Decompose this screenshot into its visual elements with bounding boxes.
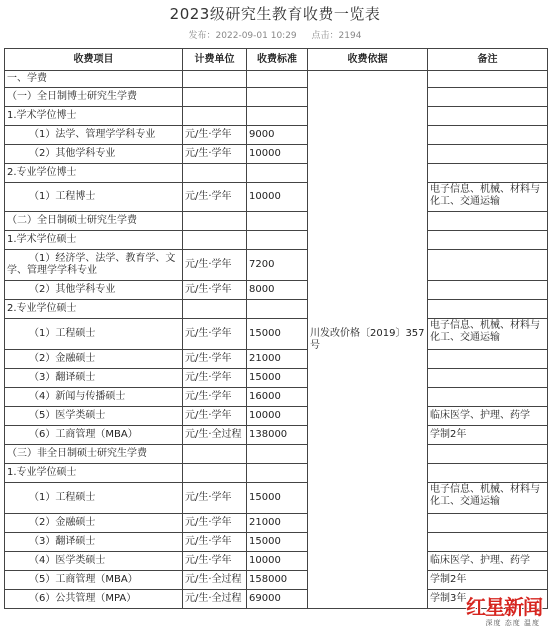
fee-amount: 10000 [247, 407, 308, 426]
fee-unit: 元/生·学年 [183, 407, 247, 426]
fee-amount: 8000 [247, 281, 308, 300]
fee-note [428, 250, 548, 281]
table-row [5, 483, 548, 514]
fee-amount: 10000 [247, 183, 308, 212]
fee-unit: 元/生·学年 [183, 514, 247, 533]
fee-note [428, 71, 548, 88]
fee-unit [183, 464, 247, 483]
table-row [5, 231, 548, 250]
fee-item: （1）工程硕士 [5, 483, 183, 514]
table-row [5, 319, 548, 350]
fee-unit: 元/生·学年 [183, 369, 247, 388]
fee-unit [183, 231, 247, 250]
fee-item: （2）金融硕士 [5, 514, 183, 533]
header-basis: 收费依据 [308, 49, 428, 71]
table-row [5, 445, 548, 464]
fee-note: 临床医学、护理、药学 [428, 407, 548, 426]
fee-amount: 9000 [247, 126, 308, 145]
fee-unit [183, 164, 247, 183]
fee-item: （1）法学、管理学学科专业 [5, 126, 183, 145]
view-count: 点击：2194 [311, 31, 362, 41]
table-row [5, 212, 548, 231]
fee-amount: 158000 [247, 571, 308, 590]
fee-item: （1）工程硕士 [5, 319, 183, 350]
table-body [5, 71, 548, 609]
fee-unit: 元/生·学年 [183, 319, 247, 350]
fee-unit [183, 88, 247, 107]
fee-unit [183, 71, 247, 88]
fee-table [4, 48, 548, 609]
fee-item: （1）工程博士 [5, 183, 183, 212]
fee-amount: 69000 [247, 590, 308, 609]
fee-note [428, 231, 548, 250]
fee-note [428, 464, 548, 483]
fee-amount: 7200 [247, 250, 308, 281]
fee-note [428, 300, 548, 319]
publish-date: 发布：2022-09-01 10:29 [188, 31, 297, 41]
fee-amount: 10000 [247, 552, 308, 571]
fee-note: 学制3年 [428, 590, 548, 609]
fee-amount: 21000 [247, 514, 308, 533]
fee-amount [247, 164, 308, 183]
fee-unit: 元/生·学年 [183, 281, 247, 300]
watermark [446, 591, 542, 631]
table-row [5, 571, 548, 590]
fee-unit: 元/生·学年 [183, 145, 247, 164]
fee-amount: 15000 [247, 483, 308, 514]
fee-unit: 元/生·学年 [183, 533, 247, 552]
table-row [5, 533, 548, 552]
fee-item: （4）医学类硕士 [5, 552, 183, 571]
fee-item: （2）其他学科专业 [5, 145, 183, 164]
table-row [5, 300, 548, 319]
fee-note [428, 107, 548, 126]
header-note: 备注 [428, 49, 548, 71]
fee-item: （4）新闻与传播硕士 [5, 388, 183, 407]
header-unit: 计费单位 [183, 49, 247, 71]
fee-note: 电子信息、机械、材料与化工、交通运输 [428, 183, 548, 212]
fee-item: （2）其他学科专业 [5, 281, 183, 300]
fee-amount: 15000 [247, 533, 308, 552]
fee-note: 电子信息、机械、材料与化工、交通运输 [428, 319, 548, 350]
table-row [5, 407, 548, 426]
table-row [5, 145, 548, 164]
fee-item: 2.专业学位博士 [5, 164, 183, 183]
fee-item: （2）金融硕士 [5, 350, 183, 369]
fee-note: 电子信息、机械、材料与化工、交通运输 [428, 483, 548, 514]
fee-item: 1.学术学位硕士 [5, 231, 183, 250]
fee-amount [247, 300, 308, 319]
table-row [5, 464, 548, 483]
watermark-slogan: 深度 态度 温度 [485, 619, 540, 627]
article-meta [0, 28, 550, 41]
fee-unit: 元/生·学年 [183, 126, 247, 145]
table-row [5, 388, 548, 407]
fee-amount [247, 88, 308, 107]
fee-note [428, 212, 548, 231]
fee-unit [183, 300, 247, 319]
watermark-logo: 红星新闻 [466, 595, 542, 619]
fee-amount: 21000 [247, 350, 308, 369]
header-fee: 收费标准 [247, 49, 308, 71]
fee-note [428, 126, 548, 145]
fee-basis: 川发改价格〔2019〕357号 [308, 71, 428, 609]
table-row [5, 71, 548, 88]
fee-item: 2.专业学位硕士 [5, 300, 183, 319]
fee-amount [247, 445, 308, 464]
fee-unit: 元/生·学年 [183, 388, 247, 407]
fee-item: （三）非全日制硕士研究生学费 [5, 445, 183, 464]
fee-note: 临床医学、护理、药学 [428, 552, 548, 571]
fee-note: 学制2年 [428, 426, 548, 445]
header-item: 收费项目 [5, 49, 183, 71]
table-header-row [5, 49, 548, 71]
fee-note: 学制2年 [428, 571, 548, 590]
fee-amount [247, 71, 308, 88]
fee-unit: 元/生·学年 [183, 350, 247, 369]
table-row [5, 164, 548, 183]
fee-unit: 元/生·学年 [183, 183, 247, 212]
fee-item: 一、学费 [5, 71, 183, 88]
fee-item: 1.学术学位博士 [5, 107, 183, 126]
table-row [5, 426, 548, 445]
fee-note [428, 388, 548, 407]
fee-unit: 元/生·学年 [183, 552, 247, 571]
fee-amount [247, 212, 308, 231]
table-row [5, 107, 548, 126]
fee-amount [247, 231, 308, 250]
fee-note [428, 164, 548, 183]
fee-note [428, 369, 548, 388]
fee-item: （6）工商管理（MBA） [5, 426, 183, 445]
fee-item: 1.专业学位硕士 [5, 464, 183, 483]
fee-amount: 10000 [247, 145, 308, 164]
fee-amount: 138000 [247, 426, 308, 445]
table-row [5, 281, 548, 300]
fee-unit: 元/生·全过程 [183, 571, 247, 590]
fee-unit [183, 107, 247, 126]
fee-note [428, 350, 548, 369]
table-row [5, 126, 548, 145]
fee-amount [247, 107, 308, 126]
table-row [5, 552, 548, 571]
fee-unit [183, 445, 247, 464]
fee-note [428, 88, 548, 107]
fee-item: （3）翻译硕士 [5, 533, 183, 552]
fee-unit [183, 212, 247, 231]
fee-item: （5）医学类硕士 [5, 407, 183, 426]
table-row [5, 350, 548, 369]
fee-item: （5）工商管理（MBA） [5, 571, 183, 590]
table-row [5, 183, 548, 212]
table-row [5, 369, 548, 388]
fee-note [428, 445, 548, 464]
fee-item: （二）全日制硕士研究生学费 [5, 212, 183, 231]
fee-note [428, 533, 548, 552]
page-title: 2023级研究生教育收费一览表 [169, 5, 381, 23]
fee-amount: 16000 [247, 388, 308, 407]
fee-item: （6）公共管理（MPA） [5, 590, 183, 609]
fee-note [428, 145, 548, 164]
fee-note [428, 514, 548, 533]
table-row [5, 88, 548, 107]
fee-amount: 15000 [247, 369, 308, 388]
fee-unit: 元/生·学年 [183, 250, 247, 281]
table-row [5, 514, 548, 533]
fee-amount: 15000 [247, 319, 308, 350]
fee-item: （1）经济学、法学、教育学、文学、管理学学科专业 [5, 250, 183, 281]
fee-item: （一）全日制博士研究生学费 [5, 88, 183, 107]
fee-unit: 元/生·全过程 [183, 590, 247, 609]
fee-note [428, 281, 548, 300]
table-row [5, 250, 548, 281]
fee-unit: 元/生·全过程 [183, 426, 247, 445]
fee-item: （3）翻译硕士 [5, 369, 183, 388]
fee-amount [247, 464, 308, 483]
fee-unit: 元/生·学年 [183, 483, 247, 514]
